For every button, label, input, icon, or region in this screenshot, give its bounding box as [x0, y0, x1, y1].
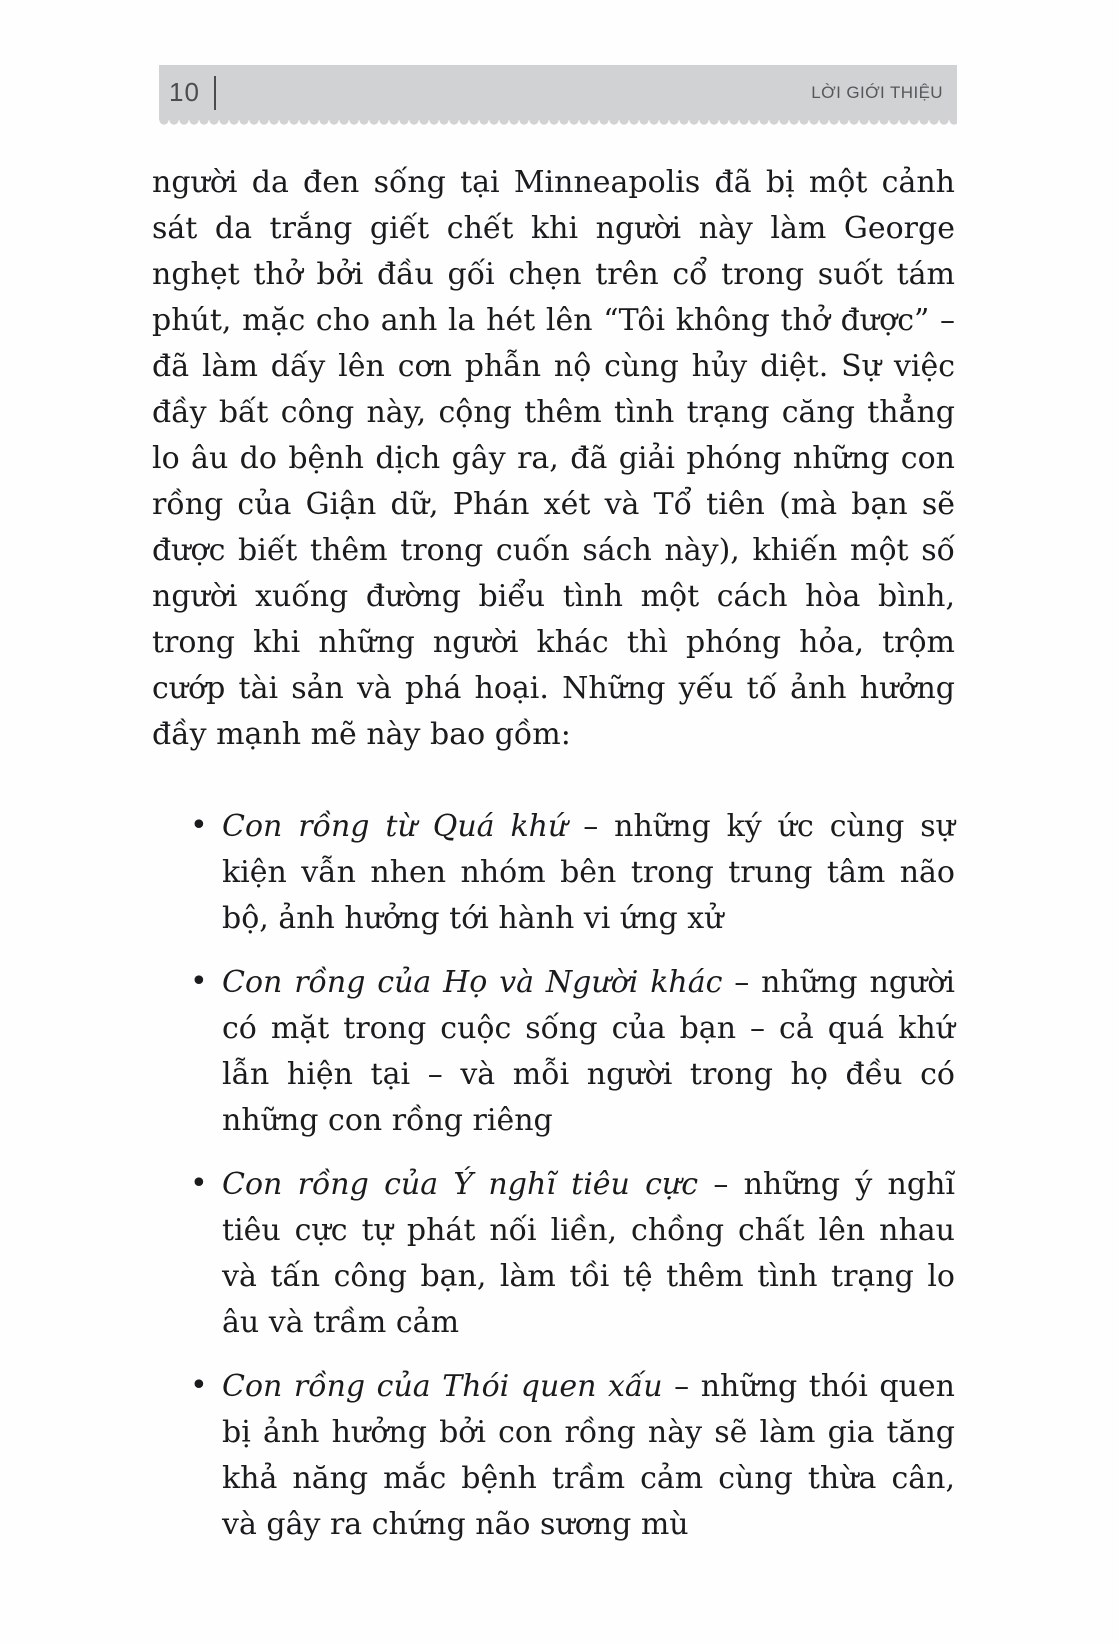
- page-body: [152, 160, 955, 1548]
- bullet-lead: Con rồng của Ý nghĩ tiêu cực: [222, 1167, 699, 1202]
- list-item: [152, 804, 955, 942]
- page-number-group: [169, 76, 216, 110]
- bullet-text: – những thói quen bị ảnh hưởng bởi con rồng này sẽ làm gia tăng khả năng mắc bệnh trầm cảm cùng thừa cân, và gây ra chứng não sương mù: [222, 1369, 955, 1542]
- running-head-title: LỜI GIỚI THIỆU: [811, 82, 943, 102]
- bullet-icon: •: [190, 964, 208, 999]
- list-item: [152, 1364, 955, 1548]
- bullet-icon: •: [190, 1368, 208, 1403]
- bullet-lead: Con rồng từ Quá khứ: [222, 809, 568, 844]
- bullet-text: – những ký ức cùng sự kiện vẫn nhen nhóm bên trong trung tâm não bộ, ảnh hưởng tới hành vi ứng xử: [222, 809, 955, 936]
- intro-paragraph: người da đen sống tại Minneapolis đã bị một cảnh sát da trắng giết chết khi người này làm George nghẹt thở bởi đầu gối chẹn trên cổ trong suốt tám phút, mặc cho anh la hét lên “Tôi không thở được” – đã làm dấy lên cơn phẫn nộ cùng hủy diệt. Sự việc đầy bất công này, cộng thêm tình trạng căng thẳng lo âu do bệnh dịch gây ra, đã giải phóng những con rồng của Giận dữ, Phán xét và Tổ tiên (mà bạn sẽ được biết thêm trong cuốn sách này), khiến một số người xuống đường biểu tình một cách hòa bình, trong khi những người khác thì phóng hỏa, trộm cướp tài sản và phá hoại. Những yếu tố ảnh hưởng đầy mạnh mẽ này bao gồm:: [152, 165, 955, 752]
- list-item: [152, 960, 955, 1144]
- list-item: [152, 1162, 955, 1346]
- page-number: 10: [169, 77, 200, 107]
- bullet-text: – những ý nghĩ tiêu cực tự phát nối liền, chồng chất lên nhau và tấn công bạn, làm tồi tệ thêm tình trạng lo âu và trầm cảm: [222, 1167, 955, 1340]
- bullet-text: – những người có mặt trong cuộc sống của bạn – cả quá khứ lẫn hiện tại – và mỗi người trong họ đều có những con rồng riêng: [222, 965, 955, 1138]
- bullet-icon: •: [190, 1166, 208, 1201]
- dragon-factors-list: [152, 804, 955, 1548]
- bullet-icon: •: [190, 808, 208, 843]
- bullet-lead: Con rồng của Họ và Người khác: [222, 965, 723, 1000]
- bullet-lead: Con rồng của Thói quen xấu: [222, 1369, 663, 1404]
- header-separator-rule: [214, 76, 216, 110]
- running-header: [159, 65, 957, 120]
